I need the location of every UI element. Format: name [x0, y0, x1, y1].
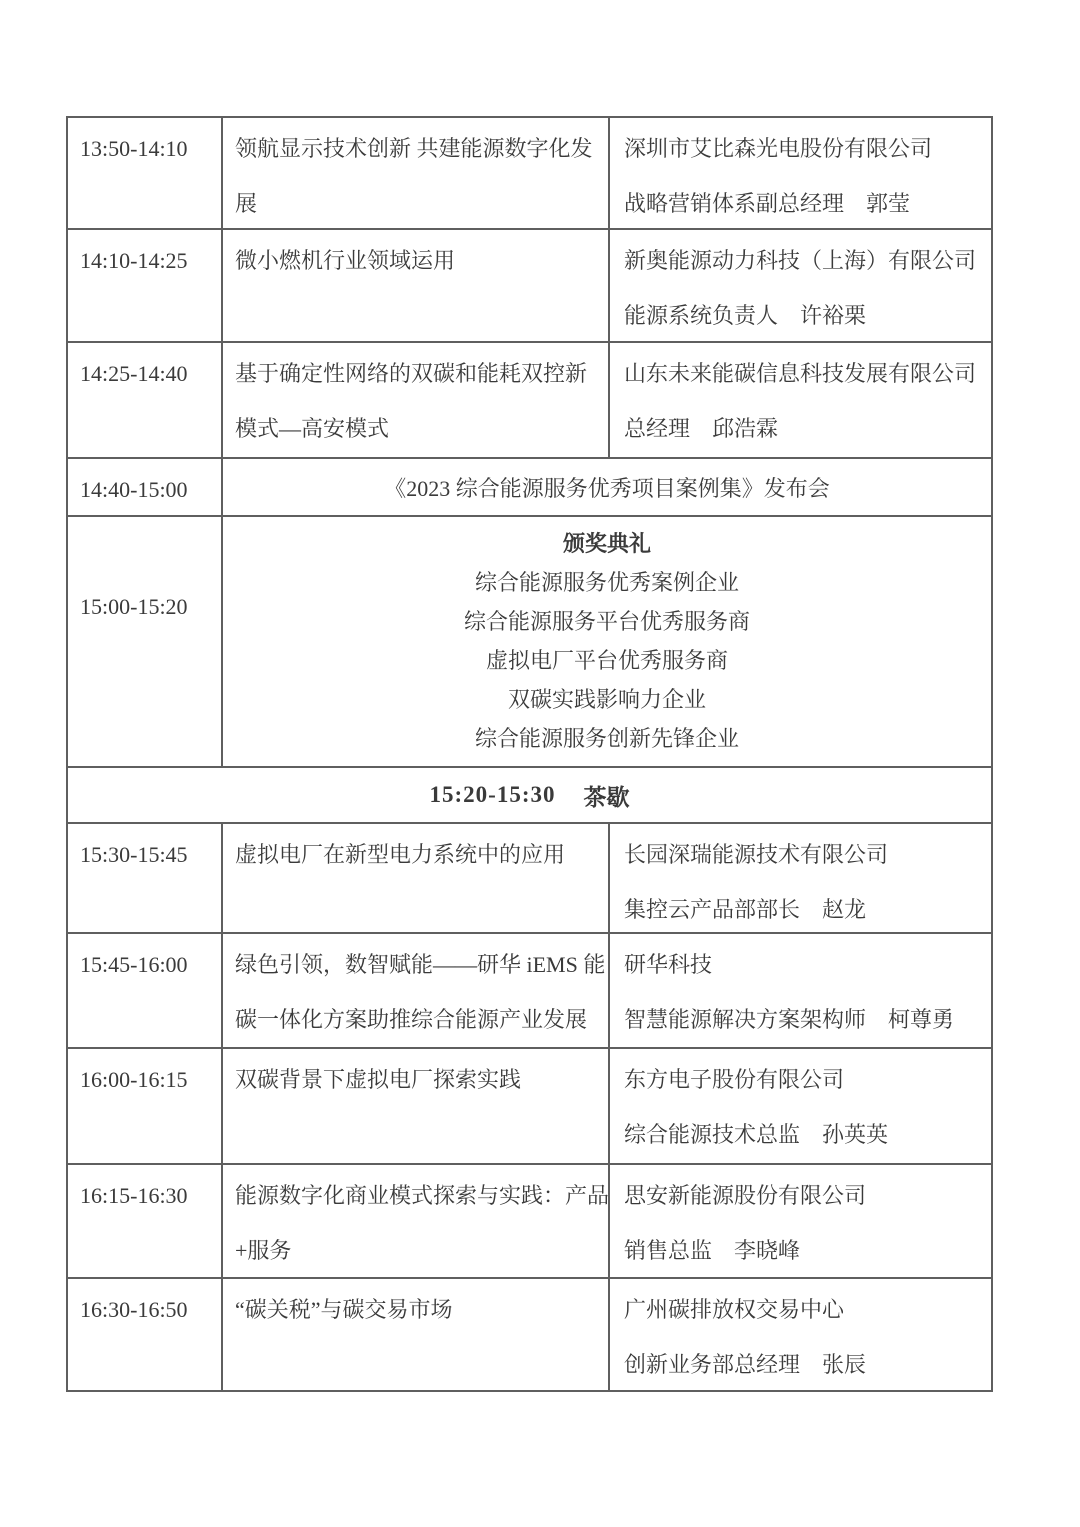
topic-line: 碳一体化方案助推综合能源产业发展 [235, 1007, 588, 1032]
topic-cell [223, 1279, 610, 1390]
speaker-cell [610, 824, 991, 932]
agenda-row [68, 517, 991, 768]
speaker-line: 长园深瑞能源技术有限公司 [624, 842, 889, 867]
time-text: 15:30-15:45 [80, 842, 188, 867]
release-title: 《2023 综合能源服务优秀项目案例集》发布会 [384, 475, 830, 501]
time-cell [68, 343, 223, 457]
agenda-table [66, 116, 993, 1392]
speaker-cell [610, 934, 991, 1047]
time-cell [68, 230, 223, 341]
speaker-line: 山东未来能碳信息科技发展有限公司 [624, 361, 977, 386]
topic-line: 展 [235, 191, 258, 216]
topic-line: 能源数字化商业模式探索与实践：产品 [235, 1183, 610, 1208]
agenda-row [68, 1049, 991, 1165]
speaker-cell [610, 1165, 991, 1277]
speaker-cell [610, 1049, 991, 1163]
speaker-line: 销售总监 李晓峰 [624, 1238, 801, 1263]
speaker-line: 广州碳排放权交易中心 [624, 1297, 845, 1322]
topic-cell [223, 824, 610, 932]
award-item: 综合能源服务优秀案例企业 [474, 570, 739, 596]
time-cell [68, 824, 223, 932]
topic-line: 基于确定性网络的双碳和能耗双控新 [235, 361, 588, 386]
speaker-line: 创新业务部总经理 张辰 [624, 1352, 867, 1377]
time-text: 16:00-16:15 [80, 1067, 188, 1092]
agenda-row [68, 1165, 991, 1279]
topic-line: 双碳背景下虚拟电厂探索实践 [235, 1067, 522, 1092]
topic-line: 绿色引领，数智赋能——研华 iEMS 能 [235, 952, 606, 977]
break-time: 15:20-15:30 [429, 782, 556, 807]
time-cell [68, 1165, 223, 1277]
speaker-line: 能源系统负责人 许裕栗 [624, 303, 867, 328]
topic-cell [223, 118, 610, 228]
topic-cell [223, 1049, 610, 1163]
speaker-line: 智慧能源解决方案架构师 柯尊勇 [624, 1007, 955, 1032]
speaker-line: 战略营销体系副总经理 郭莹 [624, 191, 911, 216]
award-title: 颁奖典礼 [562, 531, 651, 557]
speaker-line: 思安新能源股份有限公司 [624, 1183, 867, 1208]
speaker-line: 总经理 邱浩霖 [624, 416, 779, 441]
break-row-cell [68, 768, 991, 822]
agenda-row [68, 1279, 991, 1390]
time-text: 14:25-14:40 [80, 361, 188, 386]
agenda-row [68, 459, 991, 517]
speaker-cell [610, 1279, 991, 1390]
speaker-line: 综合能源技术总监 孙英英 [624, 1122, 889, 1147]
topic-line: 模式—高安模式 [235, 416, 390, 441]
speaker-line: 深圳市艾比森光电股份有限公司 [624, 136, 933, 161]
award-item: 虚拟电厂平台优秀服务商 [485, 647, 728, 673]
time-text: 14:40-15:00 [80, 477, 188, 502]
award-cell [223, 517, 991, 766]
time-text: 15:45-16:00 [80, 952, 188, 977]
speaker-line: 新奥能源动力科技（上海）有限公司 [624, 248, 977, 273]
topic-cell [223, 1165, 610, 1277]
topic-cell [223, 343, 610, 457]
time-cell [68, 1049, 223, 1163]
topic-line: 虚拟电厂在新型电力系统中的应用 [235, 842, 566, 867]
topic-line: +服务 [235, 1238, 292, 1263]
award-item: 双碳实践影响力企业 [507, 686, 706, 712]
time-cell [68, 459, 223, 515]
topic-line: 领航显示技术创新 共建能源数字化发 [235, 136, 593, 161]
topic-cell [223, 230, 610, 341]
time-cell [68, 934, 223, 1047]
agenda-row [68, 343, 991, 459]
speaker-cell [610, 118, 991, 228]
agenda-row [68, 824, 991, 934]
speaker-line: 研华科技 [624, 952, 713, 977]
time-text: 16:30-16:50 [80, 1297, 188, 1322]
time-cell [68, 118, 223, 228]
time-text: 13:50-14:10 [80, 136, 188, 161]
agenda-row [68, 768, 991, 824]
agenda-row [68, 934, 991, 1049]
speaker-cell [610, 230, 991, 341]
speaker-cell [610, 343, 991, 457]
release-cell [223, 459, 991, 515]
agenda-row [68, 230, 991, 343]
speaker-line: 集控云产品部部长 赵龙 [624, 897, 867, 922]
time-text: 15:00-15:20 [80, 594, 188, 619]
award-item: 综合能源服务创新先锋企业 [474, 725, 739, 751]
award-item: 综合能源服务平台优秀服务商 [463, 609, 750, 635]
time-cell [68, 1279, 223, 1390]
time-cell [68, 517, 223, 766]
speaker-line: 东方电子股份有限公司 [624, 1067, 845, 1092]
time-text: 14:10-14:25 [80, 248, 188, 273]
agenda-row [68, 118, 991, 230]
time-text: 16:15-16:30 [80, 1183, 188, 1208]
topic-line: 微小燃机行业领域运用 [235, 248, 456, 273]
topic-cell [223, 934, 610, 1047]
topic-line: “碳关税”与碳交易市场 [235, 1297, 453, 1322]
break-label: 茶歇 [583, 784, 630, 810]
